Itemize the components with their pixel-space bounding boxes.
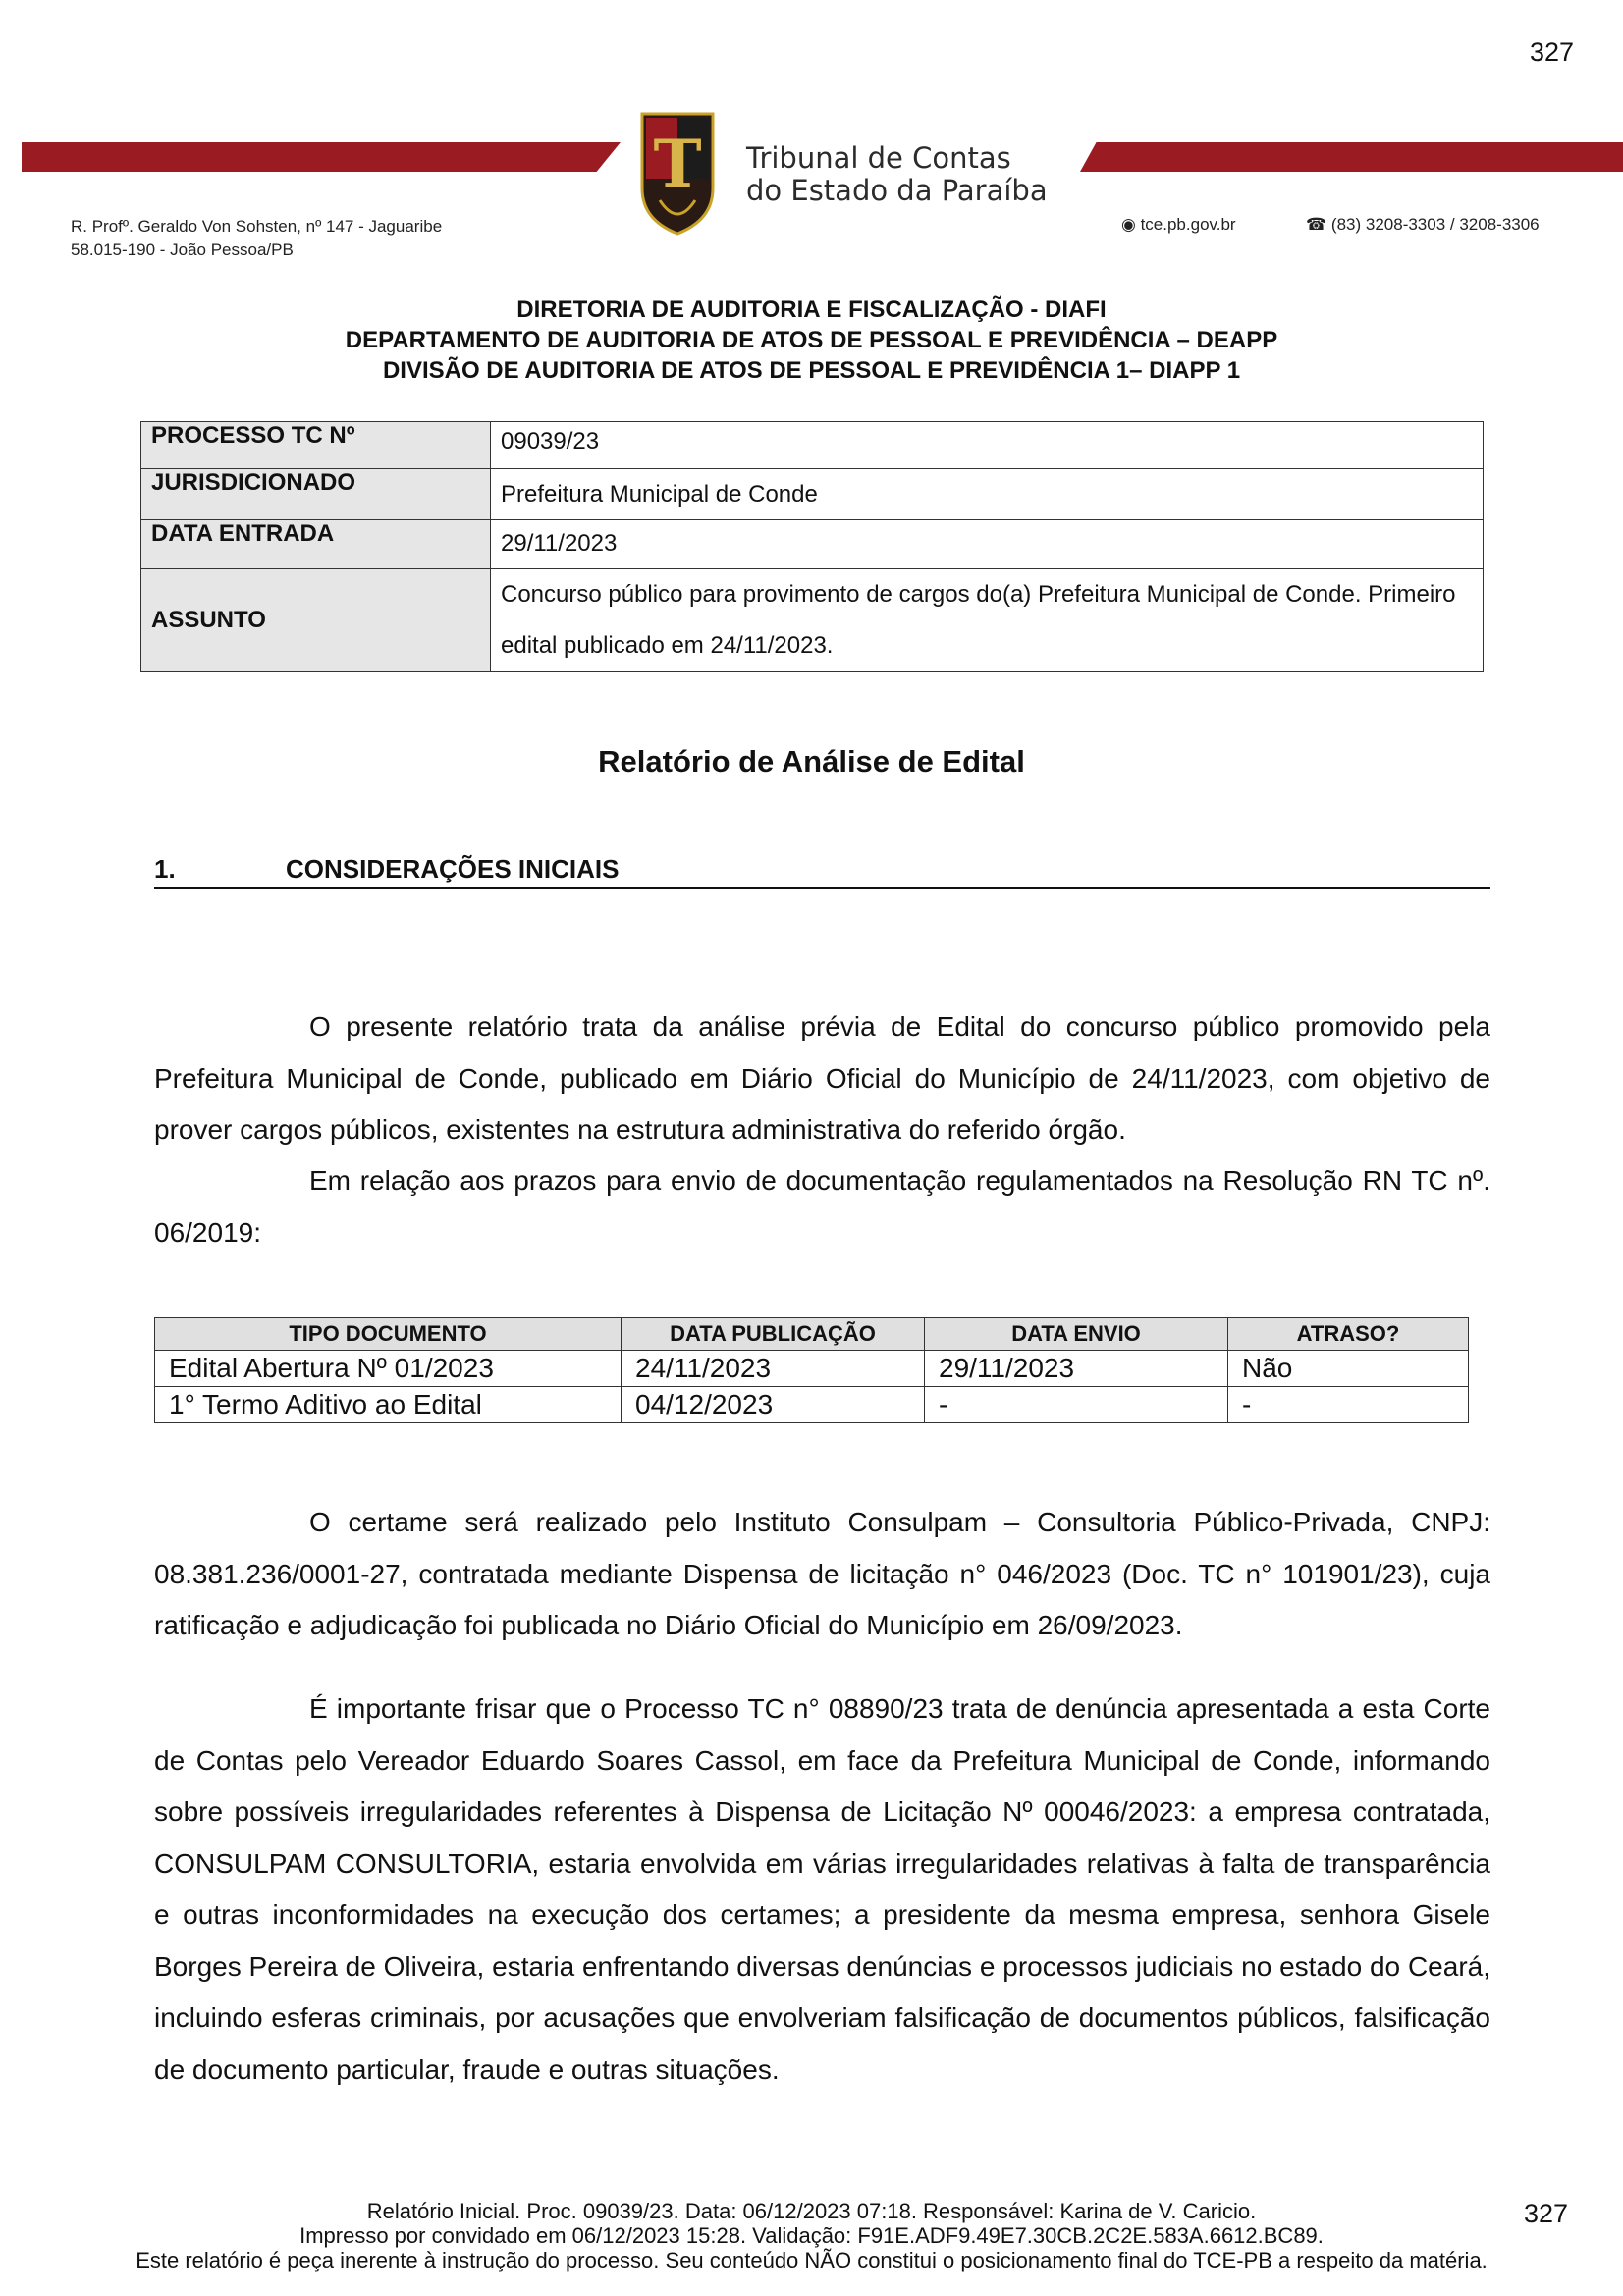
process-info-table [140,421,1484,672]
institution-name: Tribunal de Contas do Estado da Paraíba [746,141,1048,207]
crest-logo-icon [638,110,717,238]
footer-line-2: Impresso por convidado em 06/12/2023 15:28. Validação: F91E.ADF9.49E7.30CB.2C2E.583A.6612.BC89. [299,2223,1324,2248]
column-header: DATA PUBLICAÇÃO [622,1318,925,1351]
footer-line-3: Este relatório é peça inerente à instrução do processo. Seu conteúdo NÃO constitui o posicionamento final do TCE-PB a respeito da matéria. [135,2248,1488,2272]
table-cell: - [1228,1387,1469,1423]
phone-icon: ☎ [1306,215,1327,234]
header-band-right [1080,142,1623,172]
footer-line-1: Relatório Inicial. Proc. 09039/23. Data: 06/12/2023 07:18. Responsável: Karina de V. Caricio. [366,2199,1257,2223]
label-data-entrada: DATA ENTRADA [141,520,491,569]
department-line-3: DIVISÃO DE AUDITORIA DE ATOS DE PESSOAL E PREVIDÊNCIA 1– DIAPP 1 [382,357,1241,384]
paragraph-3: O certame será realizado pelo Instituto Consulpam – Consultoria Público-Privada, CNPJ: 08.381.236/0001-27, contratada mediante Dispensa de licitação n° 046/2023 (Doc. TC n° 101901/23), cuja ratificação e adjudicação foi publicada no Diário Oficial do Município em 26/09/2023. [154,1507,1490,1640]
section-number: 1. [154,854,176,883]
value-assunto: Concurso público para provimento de cargos do(a) Prefeitura Municipal de Conde. Primeiro edital publicado em 24/11/2023. [491,569,1484,672]
paragraph-1: O presente relatório trata da análise prévia de Edital do concurso público promovido pela Prefeitura Municipal de Conde, publicado em Diário Oficial do Município de 24/11/2023, com objetivo de prover cargos públicos, existentes na estrutura administrativa do referido órgão. [154,1011,1490,1145]
label-process: PROCESSO TC Nº [141,422,491,469]
table-cell: - [925,1387,1228,1423]
table-row [155,1387,1469,1423]
page-number-top: 327 [1529,37,1574,67]
table-cell: Edital Abertura Nº 01/2023 [155,1351,622,1387]
column-header: DATA ENVIO [925,1318,1228,1351]
label-assunto: ASSUNTO [141,569,491,672]
department-line-2: DEPARTAMENTO DE AUDITORIA DE ATOS DE PESSOAL E PREVIDÊNCIA – DEAPP [345,327,1278,353]
phone: ☎ (83) 3208-3303 / 3208-3306 [1306,215,1540,234]
value-data-entrada: 29/11/2023 [491,520,1484,569]
page-number-bottom: 327 [1524,2199,1569,2228]
table-cell: 04/12/2023 [622,1387,925,1423]
table-row [141,469,1484,520]
table-row [141,520,1484,569]
value-jurisdicionado: Prefeitura Municipal de Conde [491,469,1484,520]
table-row [141,422,1484,469]
section-divider [154,887,1490,889]
column-header: TIPO DOCUMENTO [155,1318,622,1351]
table-cell: 24/11/2023 [622,1351,925,1387]
svg-text:T: T [653,126,702,202]
paragraph-4: É importante frisar que o Processo TC n° 08890/23 trata de denúncia apresentada a esta Corte de Contas pelo Vereador Eduardo Soares Cassol, em face da Prefeitura Municipal de Conde, informando sobre possíveis irregularidades referentes à Dispensa de Licitação Nº 00046/2023: a empresa contratada, CONSULPAM CONSULTORIA, estaria envolvida em várias irregularidades relativas à falta de transparência e outras inconformidades na execução dos certames; a presidente da mesma empresa, senhora Gisele Borges Pereira de Oliveira, estaria enfrentando diversas denúncias e processos judiciais no estado do Ceará, incluindo esferas criminais, por acusações que envolveriam falsificação de documentos públicos, falsificação de documento particular, fraude e outras situações. [154,1693,1490,2085]
column-header: ATRASO? [1228,1318,1469,1351]
table-cell: 29/11/2023 [925,1351,1228,1387]
value-process: 09039/23 [491,422,1484,469]
section-title: CONSIDERAÇÕES INICIAIS [286,854,620,883]
table-row [141,569,1484,672]
table-row [155,1351,1469,1387]
table-header-row [155,1318,1469,1351]
header-band-left [22,142,621,172]
globe-icon: ◉ [1121,215,1136,234]
paragraph-2: Em relação aos prazos para envio de documentação regulamentados na Resolução RN TC nº. 06/2019: [154,1165,1490,1248]
table-cell: 1° Termo Aditivo ao Edital [155,1387,622,1423]
address: R. Profº. Geraldo Von Sohsten, nº 147 - Jaguaribe 58.015-190 - João Pessoa/PB [71,217,443,259]
department-line-1: DIRETORIA DE AUDITORIA E FISCALIZAÇÃO - DIAFI [516,296,1107,323]
label-jurisdicionado: JURISDICIONADO [141,469,491,520]
report-title: Relatório de Análise de Edital [598,744,1025,778]
documents-table [154,1317,1469,1423]
table-cell: Não [1228,1351,1469,1387]
website: ◉ tce.pb.gov.br [1121,215,1236,234]
